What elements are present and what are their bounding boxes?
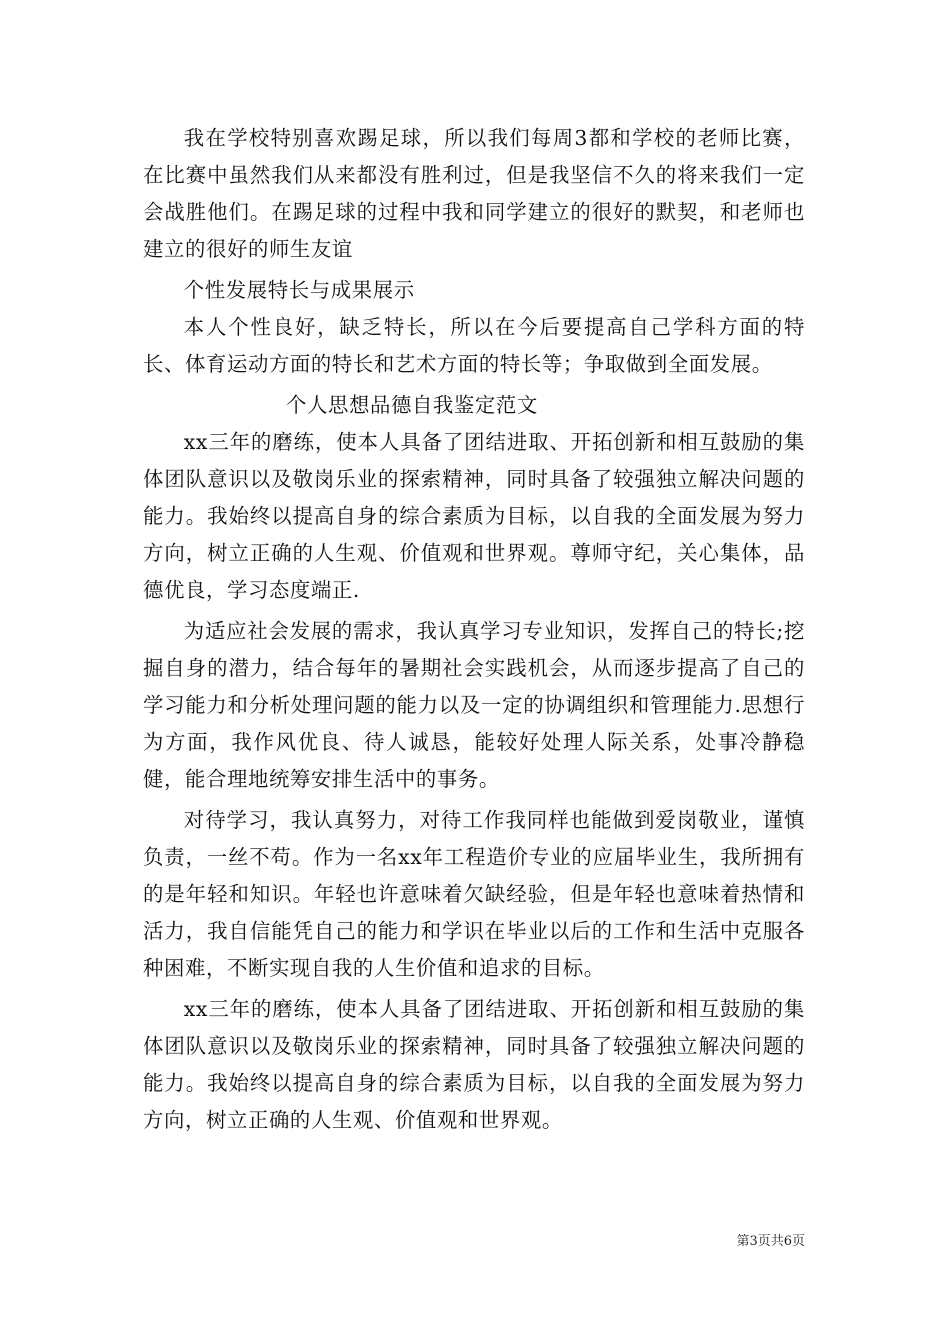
paragraph-social-needs: 为适应社会发展的需求，我认真学习专业知识，发挥自己的特长;挖掘自身的潜力，结合每年的暑期社会实践机会，从而逐步提高了自己的学习能力和分析处理问题的能力以及一定的协调组织和管理能力.思想行为方面，我作风优良、待人诚恳，能较好处理人际关系，处事冷静稳健，能合理地统筹安排生活中的事务。 <box>143 619 805 791</box>
paragraph-training: xx三年的磨练，使本人具备了团结进取、开拓创新和相互鼓励的集体团队意识以及敬岗乐业的探索精神，同时具备了较强独立解决问题的能力。我始终以提高自身的综合素质为目标，以自我的全面发展为努力方向，树立正确的人生观、价值观和世界观。尊师守纪，关心集体，品德优良，学习态度端正. <box>143 430 805 602</box>
essay-title: 个人思想品德自我鉴定范文 <box>286 393 538 417</box>
paragraph-personality: 本人个性良好，缺乏特长，所以在今后要提高自己学科方面的特长、体育运动方面的特长和艺术方面的特长等；争取做到全面发展。 <box>143 315 805 376</box>
section-heading-talents: 个性发展特长与成果展示 <box>183 278 415 302</box>
paragraph-study-attitude: 对待学习，我认真努力，对待工作我同样也能做到爱岗敬业，谨慎负责，一丝不苟。作为一名xx年工程造价专业的应届毕业生，我所拥有的是年轻和知识。年轻也许意味着欠缺经验，但是年轻也意味着热情和活力，我自信能凭自己的能力和学识在毕业以后的工作和生活中克服各种困难，不断实现自我的人生价值和追求的目标。 <box>143 808 805 980</box>
document-body <box>143 120 805 1139</box>
paragraph-training-repeat: xx三年的磨练，使本人具备了团结进取、开拓创新和相互鼓励的集体团队意识以及敬岗乐业的探索精神，同时具备了较强独立解决问题的能力。我始终以提高自身的综合素质为目标，以自我的全面发展为努力方向，树立正确的人生观、价值观和世界观。 <box>143 997 805 1132</box>
paragraph-football: 我在学校特别喜欢踢足球，所以我们每周3都和学校的老师比赛，在比赛中虽然我们从来都没有胜利过，但是我坚信不久的将来我们一定会战胜他们。在踢足球的过程中我和同学建立的很好的默契，和老师也建立的很好的师生友谊 <box>143 126 805 261</box>
page-number: 第3页共6页 <box>736 1234 805 1249</box>
